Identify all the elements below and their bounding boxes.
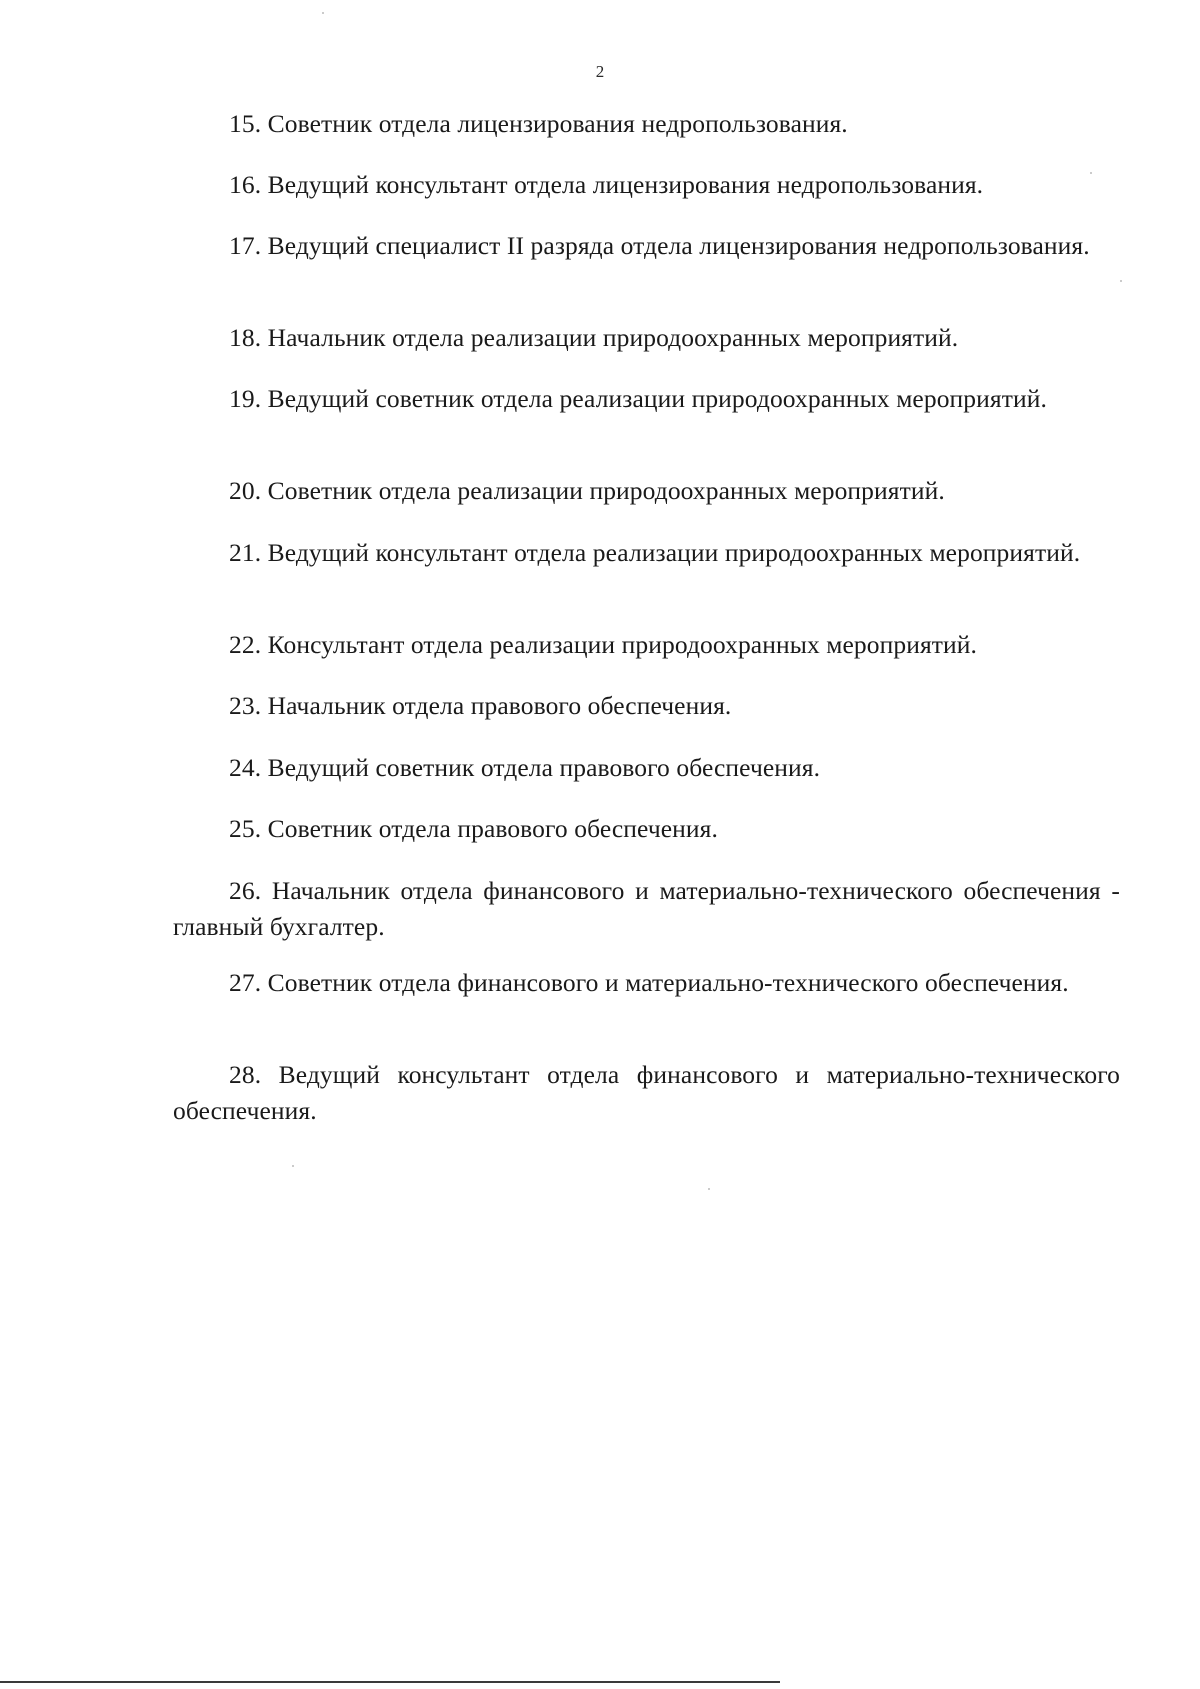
page-number: 2 (595, 62, 605, 81)
scan-speck (1090, 172, 1092, 174)
list-item: 15. Советник отдела лицензирования недропользования. (229, 109, 848, 138)
list-item: 17. Ведущий специалист II разряда отдела лицензирования недропользования. (229, 231, 1090, 260)
scan-edge-line (0, 1681, 780, 1683)
list-item: 27. Советник отдела финансового и материально-технического обеспечения. (229, 968, 1069, 997)
scan-speck (292, 1165, 294, 1167)
list-item: 16. Ведущий консультант отдела лицензирования недропользования. (229, 170, 984, 199)
list-item: 23. Начальник отдела правового обеспечения. (229, 691, 732, 720)
list-item: 25. Советник отдела правового обеспечения. (229, 814, 718, 843)
list-item: 18. Начальник отдела реализации природоохранных мероприятий. (229, 323, 959, 352)
list-item: 22. Консультант отдела реализации природоохранных мероприятий. (229, 630, 978, 659)
list-item: 21. Ведущий консультант отдела реализации природоохранных мероприятий. (229, 538, 1081, 567)
list-item: 26. Начальник отдела финансового и материально-технического обеспечения - главный бухгалтер. (173, 876, 1120, 941)
scan-speck (708, 1188, 710, 1190)
scan-speck (322, 12, 324, 14)
scan-speck (1120, 280, 1122, 282)
list-item: 19. Ведущий советник отдела реализации природоохранных мероприятий. (229, 384, 1047, 413)
list-item: 28. Ведущий консультант отдела финансового и материально-технического обеспечения. (173, 1060, 1120, 1125)
list-item: 24. Ведущий советник отдела правового обеспечения. (229, 753, 821, 782)
list-item: 20. Советник отдела реализации природоохранных мероприятий. (229, 476, 945, 505)
